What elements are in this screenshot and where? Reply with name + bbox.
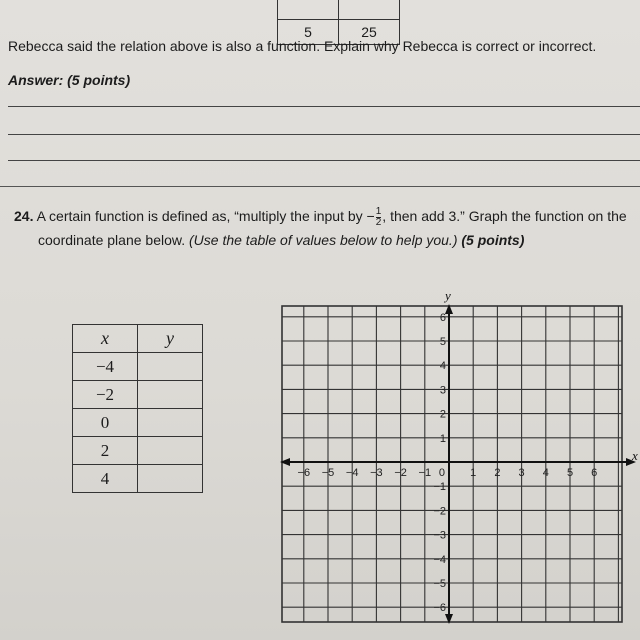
values-x-cell: 4 <box>73 465 138 493</box>
relation-y-cell: 25 <box>339 20 400 45</box>
values-x-cell: −2 <box>73 381 138 409</box>
x-tick-label: −4 <box>345 467 359 479</box>
x-tick-label: −2 <box>394 467 407 479</box>
y-tick-label: 6 <box>439 311 446 324</box>
question-text-line2: coordinate plane below. <box>38 232 189 248</box>
values-x-cell: −4 <box>73 353 138 381</box>
grid-border <box>282 306 622 622</box>
x-tick-label: −6 <box>297 467 311 479</box>
y-axis-label: y <box>445 288 451 303</box>
fraction-denominator: 2 <box>375 216 382 228</box>
question-points: (5 points) <box>461 232 525 248</box>
y-tick-label: 4 <box>439 360 446 373</box>
values-header-x: x <box>73 325 138 353</box>
x-tick-label: 0 <box>438 467 445 479</box>
question-hint: (Use the table of values below to help you.) <box>189 232 458 248</box>
y-tick-label: −5 <box>433 578 446 590</box>
values-header-y: y <box>138 325 203 353</box>
question-text: , then add 3.” Graph the function on the <box>382 208 627 224</box>
question-text: A certain function is defined as, “multiply the input by − <box>36 208 375 224</box>
x-tick-label: 2 <box>494 467 501 479</box>
y-tick-label: 5 <box>439 336 446 348</box>
y-tick-label: −4 <box>433 553 446 566</box>
x-tick-label: −1 <box>418 467 432 479</box>
values-x-cell: 0 <box>73 409 138 437</box>
y-tick-label: 2 <box>439 408 446 421</box>
relation-x-cell: 5 <box>278 20 339 45</box>
fraction-numerator: 1 <box>375 205 382 217</box>
x-tick-label: 6 <box>591 467 598 479</box>
y-tick-label: 1 <box>439 432 446 445</box>
y-tick-label: 3 <box>439 384 446 397</box>
question-number: 24. <box>14 208 34 224</box>
question-23-prompt: Rebecca said the relation above is also a function. Explain why Rebecca is correct or incorrect. <box>8 38 597 54</box>
x-tick-label: 4 <box>542 467 549 479</box>
x-tick-label: 5 <box>566 467 574 479</box>
values-x-cell: 2 <box>73 437 138 465</box>
x-tick-label: 1 <box>470 467 477 479</box>
y-tick-label: −6 <box>433 602 446 615</box>
x-tick-label: 3 <box>518 467 525 479</box>
y-tick-label: −1 <box>433 481 446 494</box>
x-axis-label: x <box>632 448 638 463</box>
y-tick-label: −2 <box>433 505 446 518</box>
x-tick-label: −3 <box>370 467 383 479</box>
x-tick-label: −5 <box>321 467 335 479</box>
y-tick-label: −3 <box>433 529 446 542</box>
answer-label: Answer: (5 points) <box>8 72 131 88</box>
